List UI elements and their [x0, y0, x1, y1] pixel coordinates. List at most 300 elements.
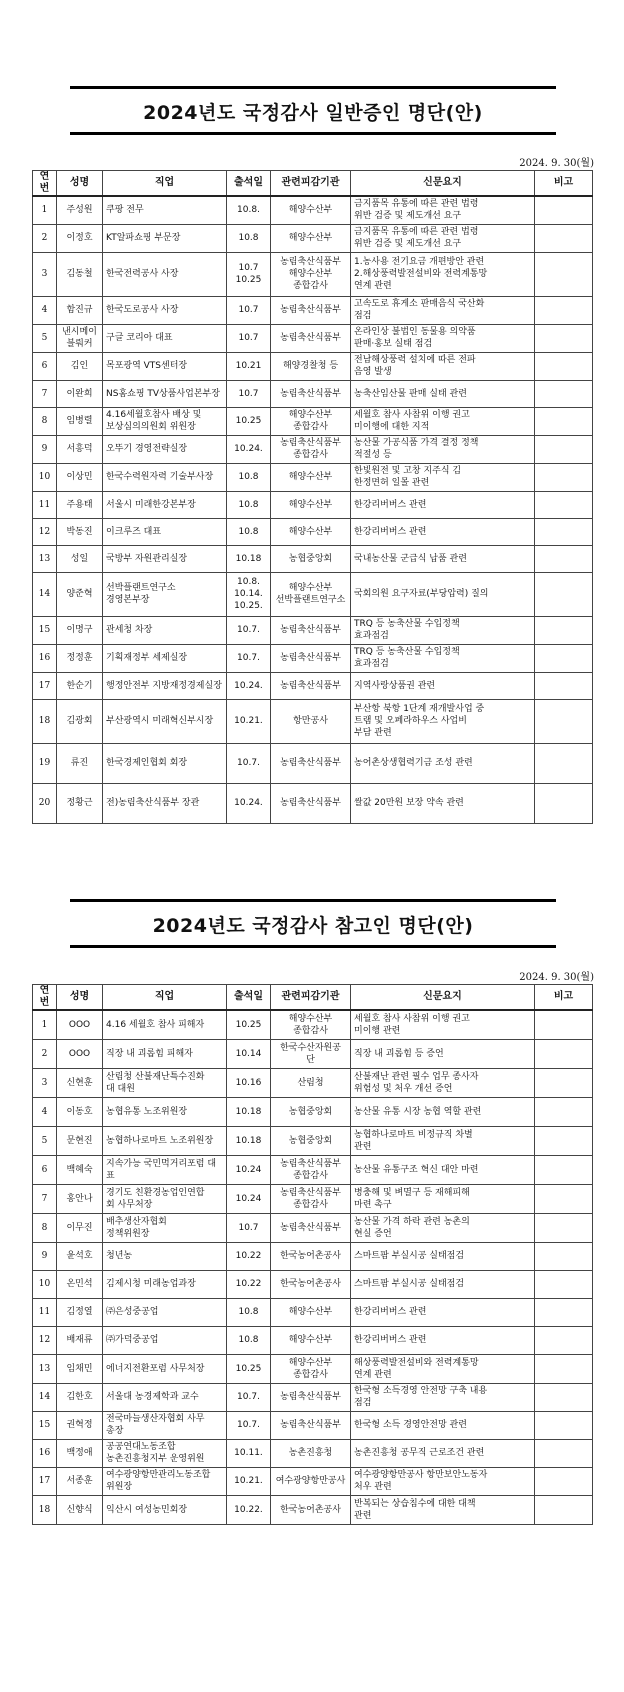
row-number: 5: [33, 1126, 57, 1155]
related-agency: 한국수산자원공 단: [271, 1039, 351, 1068]
row-number: 11: [33, 491, 57, 518]
table-row: [33, 1495, 593, 1524]
inquiry-summary: 농촌진흥청 공무직 근로조건 관련: [351, 1439, 535, 1467]
table-row: [33, 1155, 593, 1184]
remarks: [535, 380, 593, 407]
table-row: [33, 1298, 593, 1326]
remarks: [535, 1213, 593, 1242]
inquiry-summary: 세월호 참사 사참위 이행 권고 미이행에 대한 지적: [351, 407, 535, 435]
attendance-date: 10.7.: [227, 616, 271, 644]
person-job: NS홈쇼핑 TV상품사업본부장: [103, 380, 227, 407]
row-number: 15: [33, 616, 57, 644]
remarks: [535, 407, 593, 435]
row-number: 8: [33, 407, 57, 435]
attendance-date: 10.7: [227, 324, 271, 352]
person-job: 배추생산자협회 정책위원장: [103, 1213, 227, 1242]
row-number: 7: [33, 380, 57, 407]
attendance-date: 10.8: [227, 463, 271, 491]
table-row: [33, 1411, 593, 1439]
person-name: 이상민: [57, 463, 103, 491]
inquiry-summary: 병충해 및 벼멸구 등 재해피해 마련 촉구: [351, 1184, 535, 1213]
attendance-date: 10.7.: [227, 644, 271, 672]
witness-list-title: 2024년도 국정감사 일반증인 명단(안): [143, 102, 483, 124]
remarks: [535, 572, 593, 616]
related-agency: 농림축산식품부 해양수산부 종합감사: [271, 252, 351, 296]
header-agency: 관련피감기관: [271, 171, 351, 197]
inquiry-summary: 1.농사용 전기요금 개편방안 관련 2.해상풍력발전설비와 전력계통망 연계 관련: [351, 252, 535, 296]
remarks: [535, 545, 593, 572]
related-agency: 한국농어촌공사: [271, 1495, 351, 1524]
table-row: [33, 324, 593, 352]
witness-list-date: 2024. 9. 30(월): [519, 158, 594, 169]
inquiry-summary: 직장 내 괴롭힘 등 증언: [351, 1039, 535, 1068]
inquiry-summary: 부산항 북항 1단계 재개발사업 중 트램 및 오페라하우스 사업비 부담 관련: [351, 699, 535, 743]
remarks: [535, 252, 593, 296]
related-agency: 산림청: [271, 1068, 351, 1097]
related-agency: 농림축산식품부: [271, 296, 351, 324]
attendance-date: 10.7 10.25: [227, 252, 271, 296]
table-row: [33, 743, 593, 783]
remarks: [535, 1155, 593, 1184]
row-number: 18: [33, 1495, 57, 1524]
remarks: [535, 672, 593, 699]
table-header-row: [33, 171, 593, 197]
attendance-date: 10.25: [227, 1010, 271, 1039]
related-agency: 농림축산식품부 종합감사: [271, 1155, 351, 1184]
inquiry-summary: 농산물 유통 시장 농협 역할 관련: [351, 1097, 535, 1126]
person-name: 서종훈: [57, 1467, 103, 1495]
inquiry-summary: 스마트팜 부실시공 실태점검: [351, 1270, 535, 1298]
remarks: [535, 783, 593, 823]
inquiry-summary: 쌀값 20만원 보장 약속 관련: [351, 783, 535, 823]
remarks: [535, 1184, 593, 1213]
person-name: 한순기: [57, 672, 103, 699]
attendance-date: 10.21.: [227, 699, 271, 743]
table-row: [33, 1439, 593, 1467]
inquiry-summary: TRQ 등 농축산물 수입정책 효과점검: [351, 616, 535, 644]
inquiry-summary: 농산물 가공식품 가격 결정 정책 적절성 등: [351, 435, 535, 463]
inquiry-summary: 전남해상풍력 설치에 따른 전파 음영 발생: [351, 352, 535, 380]
header-note: 비고: [535, 171, 593, 197]
person-name: 성일: [57, 545, 103, 572]
remarks: [535, 1411, 593, 1439]
attendance-date: 10.22.: [227, 1495, 271, 1524]
inquiry-summary: 온라인상 불법인 동물용 의약품 판매·홍보 실태 점검: [351, 324, 535, 352]
row-number: 17: [33, 672, 57, 699]
person-job: KT알파쇼핑 부문장: [103, 224, 227, 252]
remarks: [535, 435, 593, 463]
header-job: 직업: [103, 985, 227, 1011]
header-date: 출석일: [227, 171, 271, 197]
row-number: 8: [33, 1213, 57, 1242]
row-number: 2: [33, 224, 57, 252]
remarks: [535, 352, 593, 380]
attendance-date: 10.22: [227, 1270, 271, 1298]
related-agency: 해양수산부 종합감사: [271, 1354, 351, 1383]
table-row: [33, 352, 593, 380]
table-row: [33, 196, 593, 224]
inquiry-summary: 농축산임산물 판매 실태 관련: [351, 380, 535, 407]
attendance-date: 10.25: [227, 1354, 271, 1383]
related-agency: 농림축산식품부: [271, 324, 351, 352]
person-name: 김동철: [57, 252, 103, 296]
person-name: 김한호: [57, 1383, 103, 1411]
attendance-date: 10.7: [227, 296, 271, 324]
person-name: 이정호: [57, 224, 103, 252]
attendance-date: 10.18: [227, 1126, 271, 1155]
attendance-date: 10.8: [227, 1298, 271, 1326]
header-no: 연번: [33, 985, 57, 1011]
person-job: 선박플랜트연구소 경영본부장: [103, 572, 227, 616]
inquiry-summary: 국회의원 요구자료(부당압력) 질의: [351, 572, 535, 616]
table-row: [33, 1354, 593, 1383]
table-row: [33, 518, 593, 545]
person-job: 지속가능 국민먹거리포럼 대표: [103, 1155, 227, 1184]
person-job: 한국전력공사 사장: [103, 252, 227, 296]
remarks: [535, 1298, 593, 1326]
attendance-date: 10.11.: [227, 1439, 271, 1467]
related-agency: 농림축산식품부: [271, 380, 351, 407]
table-row: [33, 1467, 593, 1495]
person-job: 익산시 여성농민회장: [103, 1495, 227, 1524]
inquiry-summary: 한국형 소득 경영안전망 관련: [351, 1411, 535, 1439]
table-row: [33, 296, 593, 324]
person-job: 청년농: [103, 1242, 227, 1270]
attendance-date: 10.24.: [227, 435, 271, 463]
row-number: 10: [33, 1270, 57, 1298]
person-name: 홍안나: [57, 1184, 103, 1213]
related-agency: 농림축산식품부: [271, 1213, 351, 1242]
attendance-date: 10.24.: [227, 783, 271, 823]
inquiry-summary: 지역사랑상품권 관련: [351, 672, 535, 699]
person-name: 박동진: [57, 518, 103, 545]
person-name: 임병렬: [57, 407, 103, 435]
row-number: 16: [33, 644, 57, 672]
attendance-date: 10.8: [227, 518, 271, 545]
person-name: 배재류: [57, 1326, 103, 1354]
person-name: 김광회: [57, 699, 103, 743]
related-agency: 농림축산식품부: [271, 672, 351, 699]
reference-list-title: 2024년도 국정감사 참고인 명단(안): [152, 915, 474, 937]
remarks: [535, 1126, 593, 1155]
inquiry-summary: 농산물 가격 하락 관련 농촌의 현실 증언: [351, 1213, 535, 1242]
remarks: [535, 196, 593, 224]
person-name: 김인: [57, 352, 103, 380]
attendance-date: 10.21: [227, 352, 271, 380]
attendance-date: 10.7.: [227, 1411, 271, 1439]
related-agency: 해양수산부: [271, 491, 351, 518]
inquiry-summary: 해상풍력발전설비와 전력계통망 연계 관련: [351, 1354, 535, 1383]
person-name: 신향식: [57, 1495, 103, 1524]
person-job: 농협하나로마트 노조위원장: [103, 1126, 227, 1155]
person-job: 기획재정부 세제실장: [103, 644, 227, 672]
person-name: 주성원: [57, 196, 103, 224]
attendance-date: 10.8. 10.14. 10.25.: [227, 572, 271, 616]
remarks: [535, 644, 593, 672]
person-name: OOO: [57, 1010, 103, 1039]
person-job: 한국수력원자력 기술부사장: [103, 463, 227, 491]
person-job: 한국도로공사 사장: [103, 296, 227, 324]
related-agency: 농림축산식품부: [271, 783, 351, 823]
row-number: 5: [33, 324, 57, 352]
remarks: [535, 324, 593, 352]
row-number: 9: [33, 435, 57, 463]
inquiry-summary: 농어촌상생협력기금 조성 관련: [351, 743, 535, 783]
person-name: 함진규: [57, 296, 103, 324]
person-name: 백혜숙: [57, 1155, 103, 1184]
row-number: 1: [33, 1010, 57, 1039]
row-number: 10: [33, 463, 57, 491]
inquiry-summary: 한강리버버스 관련: [351, 1326, 535, 1354]
inquiry-summary: 한빛원전 및 고창 지주식 김 한정면허 일몰 관련: [351, 463, 535, 491]
table-row: [33, 1213, 593, 1242]
table-row: [33, 1126, 593, 1155]
person-name: 온민석: [57, 1270, 103, 1298]
table-row: [33, 407, 593, 435]
person-job: 4.16 세월호 참사 피해자: [103, 1010, 227, 1039]
row-number: 20: [33, 783, 57, 823]
row-number: 3: [33, 252, 57, 296]
remarks: [535, 296, 593, 324]
person-job: 구글 코리아 대표: [103, 324, 227, 352]
attendance-date: 10.22: [227, 1242, 271, 1270]
inquiry-summary: 여수광양항만공사 항만보안노동자 처우 관련: [351, 1467, 535, 1495]
attendance-date: 10.7.: [227, 1383, 271, 1411]
inquiry-summary: 농협하나로마트 비정규직 차별 관련: [351, 1126, 535, 1155]
header-name: 성명: [57, 985, 103, 1011]
person-job: 전국마늘생산자협회 사무 총장: [103, 1411, 227, 1439]
attendance-date: 10.24: [227, 1184, 271, 1213]
table-row: [33, 1010, 593, 1039]
remarks: [535, 1495, 593, 1524]
table-row: [33, 1270, 593, 1298]
related-agency: 농림축산식품부: [271, 616, 351, 644]
person-name: 권혁정: [57, 1411, 103, 1439]
related-agency: 농협중앙회: [271, 1126, 351, 1155]
attendance-date: 10.18: [227, 545, 271, 572]
person-job: 에너지전환포럼 사무처장: [103, 1354, 227, 1383]
inquiry-summary: 한국형 소득경영 안전망 구축 내용 점검: [351, 1383, 535, 1411]
inquiry-summary: 산불재난 관련 필수 업무 종사자 위험성 및 처우 개선 증언: [351, 1068, 535, 1097]
person-job: 농협유통 노조위원장: [103, 1097, 227, 1126]
person-job: 한국경제인협회 회장: [103, 743, 227, 783]
related-agency: 해양수산부: [271, 1298, 351, 1326]
person-name: 윤석호: [57, 1242, 103, 1270]
attendance-date: 10.8: [227, 491, 271, 518]
person-name: 이완희: [57, 380, 103, 407]
related-agency: 해양수산부: [271, 196, 351, 224]
remarks: [535, 1467, 593, 1495]
related-agency: 농림축산식품부 종합감사: [271, 1184, 351, 1213]
remarks: [535, 1439, 593, 1467]
reference-table: [32, 984, 593, 1525]
row-number: 1: [33, 196, 57, 224]
table-row: [33, 1326, 593, 1354]
attendance-date: 10.25: [227, 407, 271, 435]
row-number: 17: [33, 1467, 57, 1495]
table-row: [33, 783, 593, 823]
row-number: 12: [33, 518, 57, 545]
attendance-date: 10.8: [227, 224, 271, 252]
header-note: 비고: [535, 985, 593, 1011]
related-agency: 농림축산식품부: [271, 1411, 351, 1439]
person-name: 이무진: [57, 1213, 103, 1242]
row-number: 14: [33, 1383, 57, 1411]
remarks: [535, 518, 593, 545]
row-number: 9: [33, 1242, 57, 1270]
table-row: [33, 699, 593, 743]
table-row: [33, 572, 593, 616]
remarks: [535, 1097, 593, 1126]
title-top-rule: [70, 86, 556, 89]
person-job: 공공연대노동조합 농촌진흥청지부 운영위원: [103, 1439, 227, 1467]
person-job: ㈜은성중공업: [103, 1298, 227, 1326]
related-agency: 농림축산식품부: [271, 644, 351, 672]
related-agency: 농림축산식품부: [271, 1383, 351, 1411]
attendance-date: 10.7.: [227, 743, 271, 783]
remarks: [535, 1354, 593, 1383]
attendance-date: 10.7: [227, 1213, 271, 1242]
person-name: 정정훈: [57, 644, 103, 672]
person-job: 행정안전부 지방재정경제실장: [103, 672, 227, 699]
inquiry-summary: 국내농산물 군급식 납품 관련: [351, 545, 535, 572]
person-job: 산림청 산불재난특수진화 대 대원: [103, 1068, 227, 1097]
related-agency: 해양수산부: [271, 463, 351, 491]
related-agency: 해양수산부 종합감사: [271, 1010, 351, 1039]
person-name: 서흥덕: [57, 435, 103, 463]
remarks: [535, 1270, 593, 1298]
person-name: 김정열: [57, 1298, 103, 1326]
remarks: [535, 224, 593, 252]
row-number: 4: [33, 1097, 57, 1126]
table-row: [33, 1184, 593, 1213]
remarks: [535, 743, 593, 783]
attendance-date: 10.16: [227, 1068, 271, 1097]
remarks: [535, 699, 593, 743]
row-number: 13: [33, 545, 57, 572]
table-row: [33, 1039, 593, 1068]
person-name: 문현진: [57, 1126, 103, 1155]
person-name: 백정애: [57, 1439, 103, 1467]
row-number: 12: [33, 1326, 57, 1354]
row-number: 16: [33, 1439, 57, 1467]
related-agency: 농림축산식품부: [271, 743, 351, 783]
person-job: 경기도 친환경농업인연합 회 사무처장: [103, 1184, 227, 1213]
person-job: 오뚜기 경영전략실장: [103, 435, 227, 463]
person-name: 이동호: [57, 1097, 103, 1126]
remarks: [535, 1242, 593, 1270]
attendance-date: 10.24.: [227, 672, 271, 699]
remarks: [535, 616, 593, 644]
person-name: OOO: [57, 1039, 103, 1068]
inquiry-summary: 반복되는 상습침수에 대한 대책 관련: [351, 1495, 535, 1524]
table-row: [33, 252, 593, 296]
person-job: 직장 내 괴롭힘 피해자: [103, 1039, 227, 1068]
title-bottom-rule: [70, 132, 556, 135]
row-number: 18: [33, 699, 57, 743]
attendance-date: 10.8.: [227, 196, 271, 224]
remarks: [535, 1010, 593, 1039]
attendance-date: 10.18: [227, 1097, 271, 1126]
row-number: 4: [33, 296, 57, 324]
inquiry-summary: 한강리버버스 관련: [351, 491, 535, 518]
table-row: [33, 1068, 593, 1097]
row-number: 3: [33, 1068, 57, 1097]
related-agency: 농림축산식품부 종합감사: [271, 435, 351, 463]
attendance-date: 10.24: [227, 1155, 271, 1184]
row-number: 13: [33, 1354, 57, 1383]
header-agency: 관련피감기관: [271, 985, 351, 1011]
inquiry-summary: 금지품목 유통에 따른 관련 법령 위반 검증 및 제도개선 요구: [351, 196, 535, 224]
person-name: 임채민: [57, 1354, 103, 1383]
person-job: 4.16세월호참사 배상 및 보상심의의원회 위원장: [103, 407, 227, 435]
person-name: 낸시메이 블뤄커: [57, 324, 103, 352]
person-name: 정황근: [57, 783, 103, 823]
table-row: [33, 1242, 593, 1270]
related-agency: 항만공사: [271, 699, 351, 743]
person-job: ㈜가덕중공업: [103, 1326, 227, 1354]
inquiry-summary: 스마트팜 부실시공 실태점검: [351, 1242, 535, 1270]
person-name: 주용태: [57, 491, 103, 518]
table-header-row: [33, 985, 593, 1011]
title-top-rule: [70, 899, 556, 902]
person-name: 양준혁: [57, 572, 103, 616]
inquiry-summary: 금지품목 유통에 따른 관련 법령 위반 검증 및 제도개선 요구: [351, 224, 535, 252]
remarks: [535, 1039, 593, 1068]
attendance-date: 10.8: [227, 1326, 271, 1354]
related-agency: 농촌진흥청: [271, 1439, 351, 1467]
person-job: 쿠팡 전무: [103, 196, 227, 224]
person-name: 류진: [57, 743, 103, 783]
header-summary: 신문요지: [351, 171, 535, 197]
reference-list-date: 2024. 9. 30(월): [519, 972, 594, 983]
related-agency: 농협중앙회: [271, 545, 351, 572]
person-job: 여수광양항만관리노동조합 위원장: [103, 1467, 227, 1495]
person-job: 이크루즈 대표: [103, 518, 227, 545]
row-number: 19: [33, 743, 57, 783]
inquiry-summary: 한강리버버스 관련: [351, 518, 535, 545]
table-row: [33, 1383, 593, 1411]
header-date: 출석일: [227, 985, 271, 1011]
related-agency: 농협중앙회: [271, 1097, 351, 1126]
attendance-date: 10.7: [227, 380, 271, 407]
row-number: 14: [33, 572, 57, 616]
related-agency: 한국농어촌공사: [271, 1242, 351, 1270]
remarks: [535, 1068, 593, 1097]
person-job: 부산광역시 미래혁신부시장: [103, 699, 227, 743]
attendance-date: 10.14: [227, 1039, 271, 1068]
related-agency: 해양수산부 종합감사: [271, 407, 351, 435]
table-row: [33, 380, 593, 407]
header-no: 연번: [33, 171, 57, 197]
witness-table: [32, 170, 593, 824]
person-job: 국방부 자원관리실장: [103, 545, 227, 572]
table-row: [33, 644, 593, 672]
person-job: 김제시청 미래농업과장: [103, 1270, 227, 1298]
table-row: [33, 435, 593, 463]
inquiry-summary: 한강리버버스 관련: [351, 1298, 535, 1326]
table-row: [33, 616, 593, 644]
table-row: [33, 1097, 593, 1126]
person-name: 신현훈: [57, 1068, 103, 1097]
row-number: 2: [33, 1039, 57, 1068]
inquiry-summary: 고속도로 휴게소 판매음식 국산화 점검: [351, 296, 535, 324]
person-job: 전)농림축산식품부 장관: [103, 783, 227, 823]
remarks: [535, 463, 593, 491]
related-agency: 해양경찰청 등: [271, 352, 351, 380]
related-agency: 해양수산부: [271, 224, 351, 252]
header-summary: 신문요지: [351, 985, 535, 1011]
